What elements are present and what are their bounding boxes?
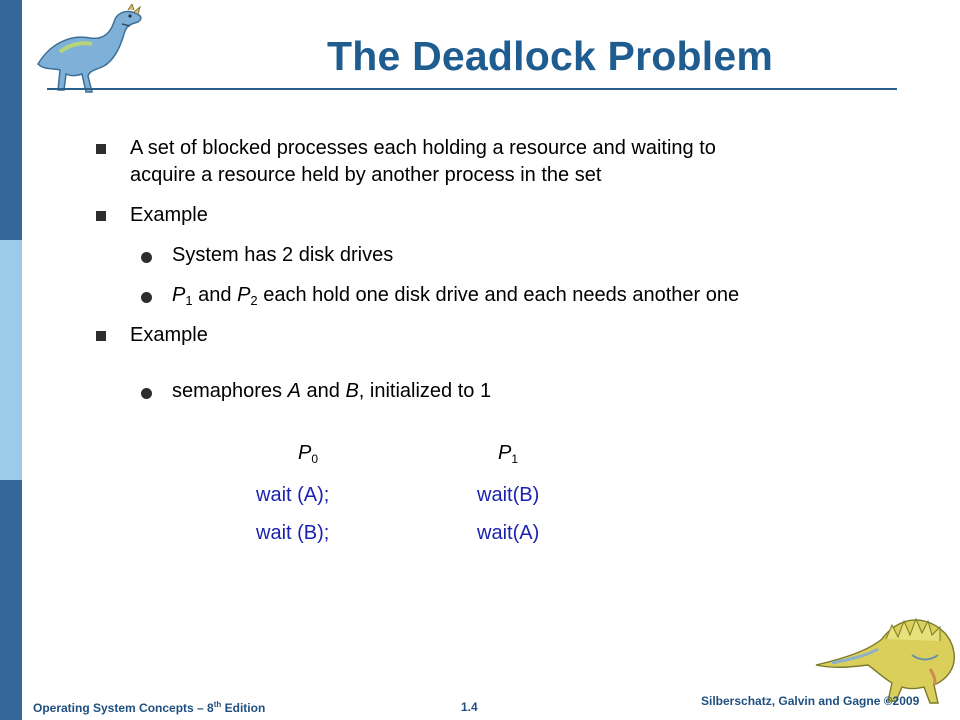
- p1-index: 1: [511, 452, 519, 466]
- square-bullet-icon: [96, 211, 106, 221]
- bullet-1-line-2: acquire a resource held by another process in the set: [130, 164, 602, 186]
- semaphores-post-text: , initialized to 1: [358, 380, 492, 402]
- slide-title: The Deadlock Problem: [326, 33, 773, 79]
- p0-code-line-1: wait (A);: [256, 484, 330, 506]
- bullet-3-text: Example: [130, 324, 208, 346]
- square-bullet-icon: [96, 144, 106, 154]
- sub-bullet-disk-drives: System has 2 disk drives: [172, 244, 394, 266]
- process-p2-index: 2: [250, 293, 258, 308]
- title-underline: [47, 88, 897, 90]
- dinosaur-top-icon: [30, 4, 150, 96]
- processes-rest-text: each hold one disk drive and each needs another one: [257, 284, 740, 306]
- dinosaur-bottom-icon: [812, 595, 960, 707]
- sub-bullet-semaphores: [172, 378, 491, 405]
- process-p1-header: [498, 442, 518, 465]
- sub-bullet-processes: [172, 282, 739, 309]
- process-p1-index: 1: [185, 293, 193, 308]
- side-bar-middle: [0, 240, 22, 480]
- footer-title-sup: th: [213, 700, 222, 709]
- semaphores-and-text: and: [300, 380, 346, 402]
- and-text: and: [192, 284, 238, 306]
- semaphores-pre-text: semaphores: [172, 380, 288, 402]
- round-bullet-icon: [141, 388, 152, 399]
- p0-code-line-2: wait (B);: [256, 522, 330, 544]
- footer-title-text: Operating System Concepts – 8: [33, 701, 214, 715]
- p0-label: P: [298, 442, 312, 464]
- semaphore-b: B: [345, 380, 359, 402]
- footer-edition-text: Edition: [221, 701, 266, 715]
- side-bar-top: [0, 0, 22, 240]
- semaphore-a: A: [287, 380, 301, 402]
- process-p1-label: P: [172, 284, 186, 306]
- p1-code-line-2: wait(A): [477, 522, 540, 544]
- p1-label: P: [498, 442, 512, 464]
- side-bar-bottom: [0, 480, 22, 720]
- p0-index: 0: [311, 452, 319, 466]
- round-bullet-icon: [141, 292, 152, 303]
- footer-book-title: [33, 700, 265, 715]
- page-number: 1.4: [461, 700, 478, 714]
- p1-code-line-1: wait(B): [477, 484, 540, 506]
- process-p2-label: P: [237, 284, 251, 306]
- process-p0-header: [298, 442, 318, 465]
- bullet-2-text: Example: [130, 204, 208, 226]
- footer-copyright: Silberschatz, Galvin and Gagne ©2009: [701, 694, 920, 708]
- round-bullet-icon: [141, 252, 152, 263]
- square-bullet-icon: [96, 331, 106, 341]
- side-bar: [0, 0, 22, 720]
- bullet-1-line-1: A set of blocked processes each holding a resource and waiting to: [130, 137, 716, 159]
